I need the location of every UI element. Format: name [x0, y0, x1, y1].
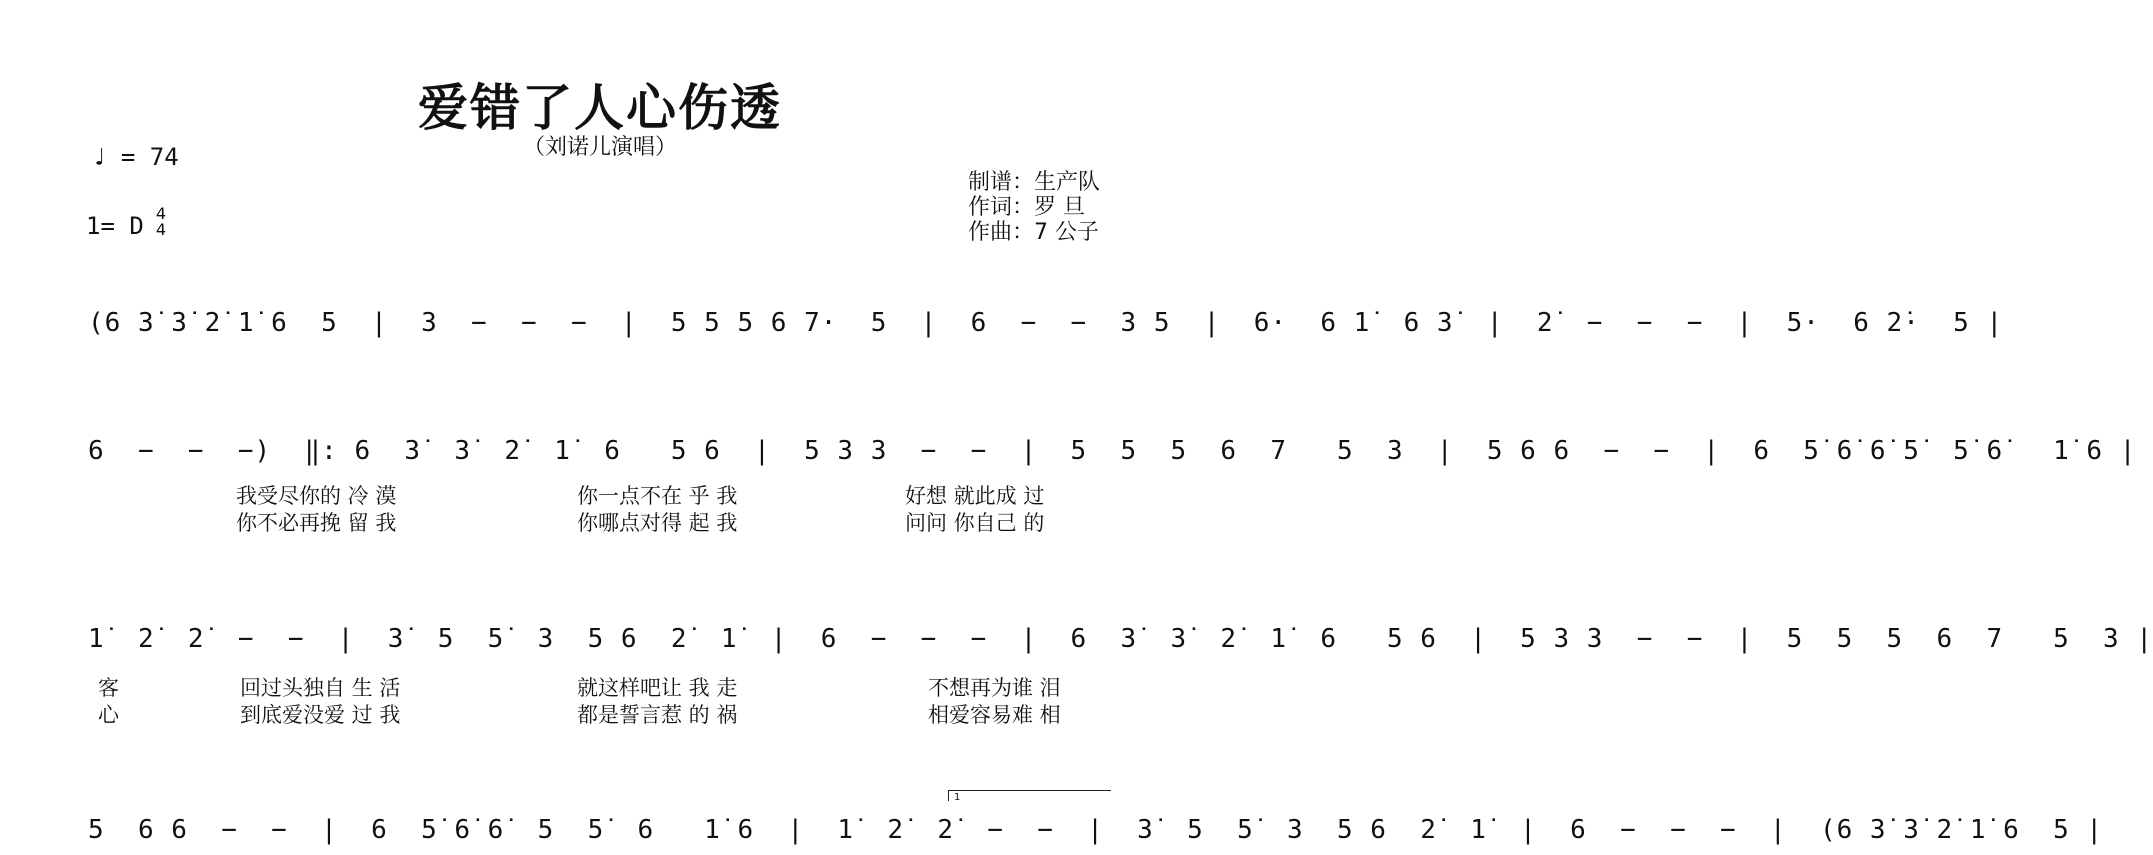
lyric-verse1-line2d: 不想再为谁 泪 [928, 676, 1061, 700]
staff-line-1: (6 3̇ 3̇ 2̇ 1̇ 6 5 | 3 − − − | 5 5 5 6 7· 5 | 6 − − 3 5 | 6· 6 1̇ 6 3̇ | 2̇ − − − | 5· 6 2̇· 5 | [88, 308, 2004, 338]
lyric-verse1-line1c: 好想 就此成 过 [905, 484, 1045, 508]
song-title: 爱错了人心伤透 [418, 79, 782, 137]
lyric-verse2-line2a: 心 [98, 703, 119, 727]
credits-block [968, 170, 1100, 245]
lyric-verse2-line2b: 到底爱没爱 过 我 [240, 703, 401, 727]
time-signature [153, 206, 169, 238]
credit-score: 制谱：生产队 [968, 170, 1101, 195]
staff-line-3: 1̇ 2̇ 2̇ − − | 3̇ 5 5̇ 3 5 6 2̇ 1̇ | 6 − − − | 6 3̇ 3̇ 2̇ 1̇ 6 5 6 | 5 3 3 − − | 5 5 5 6 7 5 3 | [88, 624, 2153, 654]
lyric-verse2-line1b: 你哪点对得 起 我 [577, 511, 738, 535]
credit-lyrics: 作词：罗 旦 [968, 195, 1085, 220]
time-numerator: 4 [155, 204, 167, 223]
key-signature: 1= D [86, 212, 144, 240]
lyric-verse2-line2c: 都是誓言惹 的 祸 [577, 703, 738, 727]
song-subtitle: （刘诺儿演唱） [522, 135, 677, 160]
lyric-verse1-line2b: 回过头独自 生 活 [240, 676, 401, 700]
lyric-verse1-line1b: 你一点不在 乎 我 [577, 484, 738, 508]
staff-line-4: 5 6 6 − − | 6 5̇ 6̇ 6̇ 5 5̇ 6 1̇ 6 | 1̇ 2̇ 2̇ − − | 3̇ 5 5̇ 3 5 6 2̇ 1̇ | 6 − − − | (6 3̇ 3̇ 2̇ 1̇ 6 5 | [88, 815, 2104, 845]
volta-bracket [948, 790, 1111, 801]
lyric-verse2-line1c: 问问 你自己 的 [905, 511, 1045, 535]
lyric-verse1-line2a: 客 [98, 676, 119, 700]
staff-line-2: 6 − − −) ‖: 6 3̇ 3̇ 2̇ 1̇ 6 5 6 | 5 3 3 − − | 5 5 5 6 7 5 3 | 5 6 6 − − | 6 5̇ 6̇ 6̇ 5̇ 5̇ 6̇ 1̇ 6 | [88, 436, 2137, 466]
time-denominator: 4 [155, 220, 167, 239]
credit-music: 作曲：7 公子 [968, 220, 1099, 245]
tempo-marking: ♩ = 74 [92, 143, 179, 171]
lyric-verse1-line2c: 就这样吧让 我 走 [577, 676, 738, 700]
lyric-verse2-line1a: 你不必再挽 留 我 [236, 511, 397, 535]
lyric-verse1-line1a: 我受尽你的 冷 漠 [236, 484, 397, 508]
lyric-verse2-line2d: 相爱容易难 相 [928, 703, 1061, 727]
volta-label: 1 [954, 792, 961, 803]
